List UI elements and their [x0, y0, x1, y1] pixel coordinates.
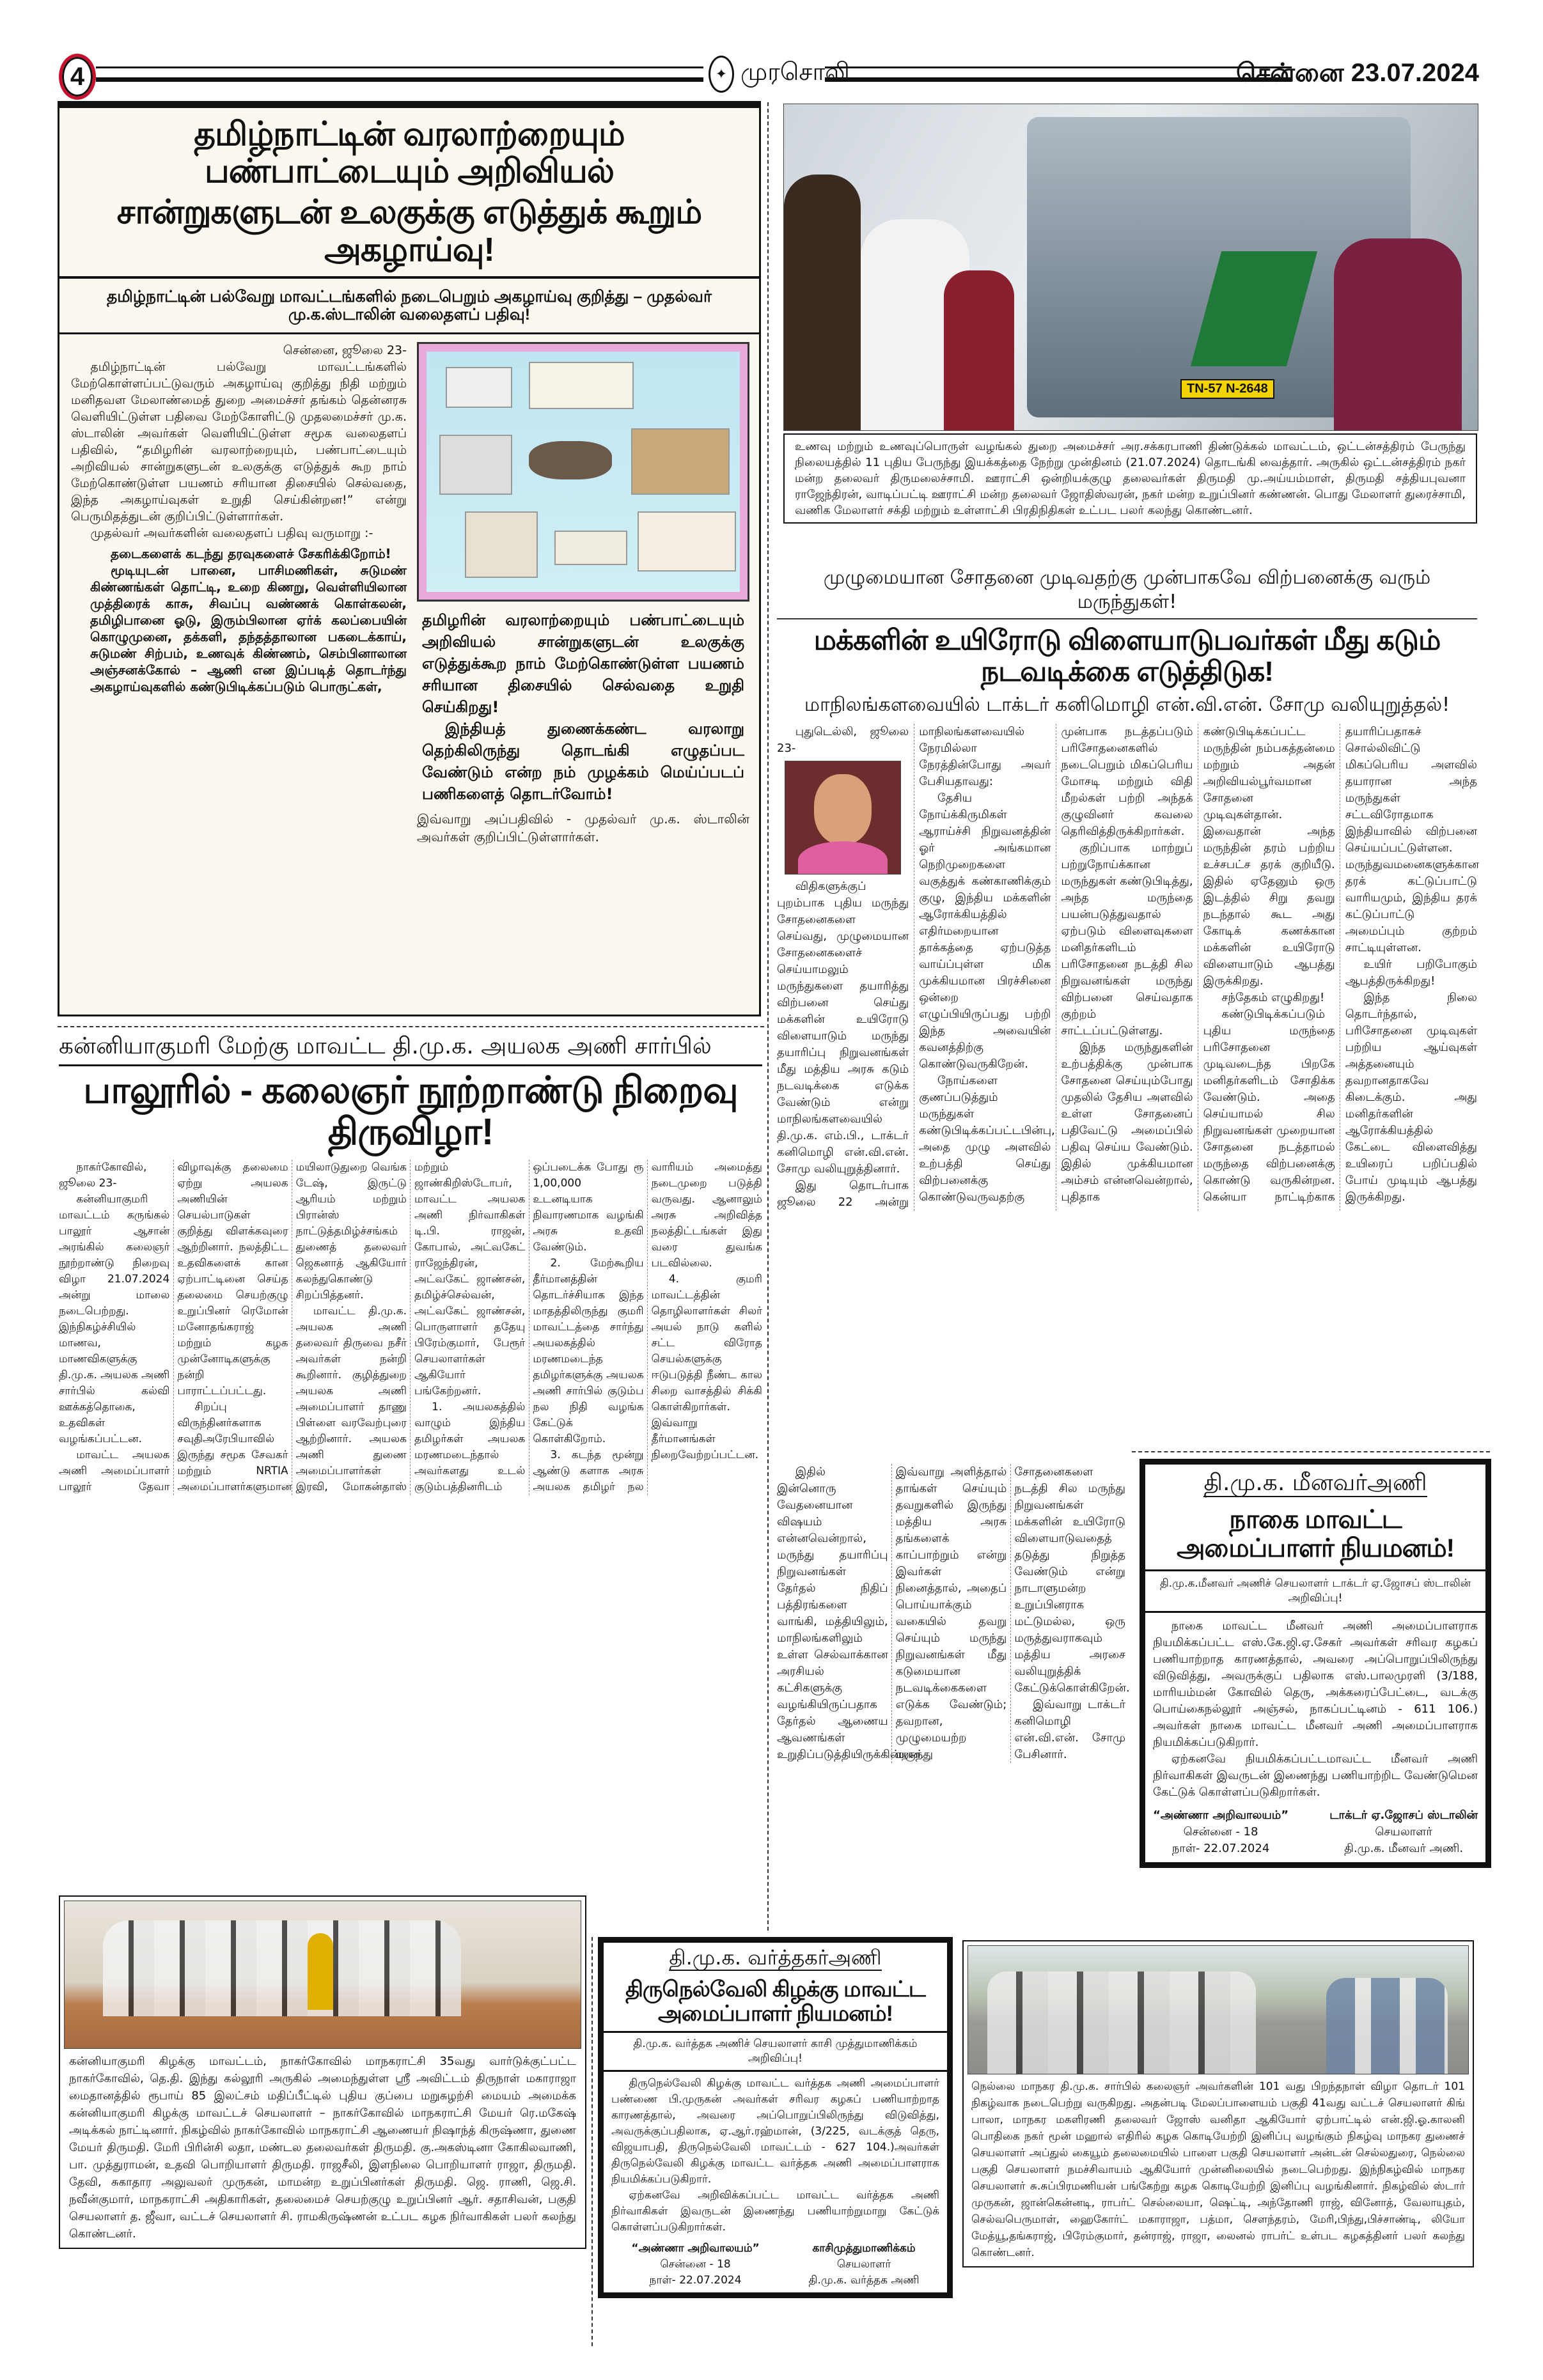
column-divider	[767, 102, 769, 1931]
drugs-kicker: முழுமையான சோதனை முடிவதற்கு முன்பாகவே விற்பனைக்கு வரும் மருந்துகள்!	[777, 566, 1477, 619]
paragraph: தமிழ்நாட்டின் பல்வேறு மாவட்டங்களில் மேற்கொள்ளப்பட்டுவரும் அகழாய்வு குறித்து நிதி மற்றும் மனிதவள மேலாண்மைத் துறை அமைச்சர் தங்கம் தென்னரசு வெளியிட்டுள்ள பதிவை மேற்கோளிட்டு முதலமைச்சர் மு.க. ஸ்டாலின் அவர்கள் வெளியிட்டுள்ள சமூக வலைதளப் பதிவில், “தமிழரின் வரலாற்றையும், பண்பாட்டையும் அறிவியல் சான்றுகளுடன் உலகுக்கு எடுத்துக் கூற நாம் மேற்கொண்டுள்ள பயணம் சரியான திசையில் செல்வதை, இந்த அகழாய்வுகள் உறுதி செய்கின்றன!” என்று பெருமிதத்துடன் குறிப்பிட்டுள்ளார்கள்.	[71, 359, 407, 524]
kanyakumari-photo-caption: கன்னியாகுமரி கிழக்கு மாவட்டம், நாகர்கோவில் மாநகராட்சி 35வது வார்டுக்குட்பட்ட நாகர்கோவில், தெ.தி. இந்து கல்லூரி அருகில் அமைந்துள்ள ஸ்ரீ அவிட்டம் திருநாள் மகாராஜா மைதானத்தில் ரூபாய் 85 இலட்சம் மதிப்பீட்டில் புதிய குப்பை மறுசுழற்சி மையம் அமைக்க கன்னியாகுமரி கிழக்கு மாவட்டச் செயலாளர் – நாகர்கோவில் மாநகராட்சி மேயர் ரெ.மகேஷ் அடிக்கல் நாட்டினார். நிகழ்வில் நாகர்கோவில் மாநகராட்சி ஆணையர் நிஷாந்த் கிருஷ்ணா, துணை மேயர் திருமதி. மேரி பிரின்சி லதா, மண்டல தலைவர்கள் திருமதி. கு.அகஸ்டினா கோகிலவாணி, பா. முத்துராமன், உதவி பொறியாளர் திருமதி. ராஜசீலி, இளநிலை பொறியாளர் ராஜா, திருமதி. தேவி, சுகாதார அலுவலர் முருகன், மாமன்ற உறுப்பினர்கள் திருமதி. ஜெ. ராணி, ஜெ.சி. நவீன்குமார், மாநகராட்சி அதிகாரிகள், தலைமைச் செயற்குழு உறுப்பினர் ஆர். சதாசிவன், பகுதி செயலாளர் த. ஜீவா, வட்டச் செயலாளர் சி. ராமகிருஷ்ணன் உட்பட கழக நிர்வாகிகள் பலர் கலந்து கொண்டனர்.	[69, 2055, 576, 2241]
artifact-beads-image	[529, 362, 634, 409]
fishermen-wing-notice	[1140, 1459, 1491, 1868]
issue-date: சென்னை 23.07.2024	[1235, 59, 1479, 87]
page-number-text: 4	[70, 62, 85, 91]
notice-signature	[604, 2239, 947, 2292]
closing-text: இவ்வாறு அப்பதிவில் - முதல்வர் மு.க. ஸ்டாலின் அவர்கள் குறிப்பிட்டுள்ளார்கள்.	[417, 811, 749, 844]
headline-line-2: சான்றுகளுடன் உலகுக்கு எடுத்துக் கூறும் அகழாய்வு!	[116, 194, 702, 268]
sign-org: தி.மு.க. மீனவர் அணி.	[1344, 1841, 1464, 1855]
header-rule-left	[96, 66, 703, 82]
paragraph: 4. குமரி மாவட்டத்தின் தொழிலாளர்கள் சிலர் அயல் நாடு களில் சட்ட விரோத செயல்களுக்கு ஈடுபடுத்தி நீண்ட கால சிறை வாசத்தில் சிக்கி கொள்கிறார்கள். இவ்வாறு தீர்மானங்கள் நிறைவேற்றப்பட்டன.	[651, 1272, 762, 1461]
headline-line-1: தமிழ்நாட்டின் வரலாற்றையும் பண்பாட்டையும் அறிவியல்	[194, 116, 625, 191]
notice-body	[604, 2072, 947, 2239]
kanyakumari-article	[59, 1032, 762, 1495]
paragraph: இந்த மருந்துகளின் உற்பத்திக்கு முன்பாக சோதனை செய்யும்போது முதலில் தேசிய அளவில் உள்ள சோதனைப் பதிவேட்டு அமைப்பில் பதிவு செய்ய வேண்டும். இதில் முக்கியமான அம்சம் என்னவென்றால், புதிதாக கண்டுபிடிக்கப்பட்ட மருந்தின் நம்பகத்தன்மை மற்றும் அதன் அறிவியல்பூர்வமான சோதனை முடிவுகள்தான். இவைதான் அந்த மருந்தின் தரம் பற்றிய உச்சபட்ச தரக் குறியீடு. இதில் ஏதேனும் ஒரு இடத்தில் சிறு தவறு நடந்தால் கூட அது கோடிக் கணக்கான மக்களின் உயிரோடு விளையாடும் ஆபத்து இருக்கிறது.	[1061, 724, 1335, 1204]
paragraph: விதிகளுக்குப் புறம்பாக புதிய மருந்து சோதனைகளை செய்வது, முழுமையான சோதனைகளைச் செய்யாமலும் மருந்துகளை தயாரித்து விற்பனை செய்து மக்களின் உயிரோடு விளையாடும் மருந்து தயாரிப்பு நிறுவனங்கள் மீது மத்திய அரசு கடும் நடவடிக்கை எடுக்க வேண்டும் என்று மாநிலங்களவையில் தி.மு.க. எம்.பி., டாக்டர் கனிமொழி என்.வி.என். சோமு வலியுறுத்தினார்.	[777, 879, 909, 1176]
kanyakumari-headline: பாலூரில் - கலைஞர் நூற்றாண்டு நிறைவு திருவிழா!	[83, 1069, 738, 1153]
nellai-photo-block	[962, 1940, 1474, 2267]
artifact-coins-image	[554, 531, 627, 565]
subheadline: தமிழ்நாட்டின் பல்வேறு மாவட்டங்களில் நடைபெறும் அகழாய்வு குறித்து – முதல்வர் மு.க.ஸ்டாலின் வலைதளப் பதிவு!	[106, 287, 712, 323]
bus-photo-caption: உணவு மற்றும் உணவுப்பொருள் வழங்கல் துறை அமைச்சர் அர.சக்கரபாணி திண்டுக்கல் மாவட்டம், ஒட்டன்சத்திரம் பேருந்து நிலையத்தில் 11 புதிய பேருந்து இயக்கத்தை நேற்று முன்தினம் (21.07.2024) தொடங்கி வைத்தார். அருகில் ஒட்டன்சத்திரம் நகர் மன்ற தலைவர் திருமலைச்சாமி. ஊராட்சி ஒன்றியக்குழு தலைவர்கள் திருமதி மு.அய்யம்மாள், திருமதி சத்தியபுவனா ராஜேந்திரன், வாடிப்பட்டி ஊராட்சி மன்ற தலைவர் ஜோதிஸ்வரன், நகர் மன்ற உறுப்பினர் கண்ணன். பொது மேலாளர் துரைச்சாமி, வணிக மேலாளர் சக்தி மற்றும் உள்ளாட்சி பிரதிநிதிகள் உட்பட பலர் கலந்து கொண்டனர்.	[783, 433, 1477, 524]
paragraph: இவ்வாறு டாக்டர் கனிமொழி என்.வி.என். சோமு பேசினார்.	[1014, 1698, 1125, 1761]
artifact-stone-image	[529, 441, 612, 479]
foundation-stone-photo	[64, 1901, 581, 2049]
sign-name: காசிமுத்துமாணிக்கம்	[812, 2242, 916, 2255]
drugs-subhead: மாநிலங்களவையில் டாக்டர் கனிமொழி என்.வி.என். சோமு வலியுறுத்தல்!	[804, 693, 1450, 716]
nellai-photo-caption: நெல்லை மாநகர தி.மு.க. சார்பில் கலைஞர் அவர்களின் 101 வது பிறந்தநாள் விழா தொடர் 101 நிகழ்வாக நடைபெற்று வருகிறது. அதன்படி மேலப்பாளையம் பகுதி 41வது வட்டச் செயலாளர் கிங் பாலா, மாநகர மகளிரணி தலைவர் ஜோஸ் வனிதா ஆகியோர் ஏற்பாட்டில் என்.ஜி.ஓ.காலனி பொதிகை நகர் மூன் மஹால் எதிரில் கழக கொடியேற்றி இனிப்பு வழங்கும் நிகழ்வு மாநகர துணைச் செயலாளர் அப்துல் கையூம் தலைமையில் பாளை பகுதி செயலாளர் அன்டன் செல்லதுரை, நெல்லை பகுதி செயலாளர் நமச்சிவாயம் ஆகியோர் முன்னிலையில் நடைபெற்றது. இந்நிகழ்வில் மாநகர செயலாளர் சு.சுப்பிரமணியன் பங்கேற்று கழக கொடியேற்றி இனிப்பு வழங்கினார். நிகழ்வில் ஸ்டார் முருகன், ஜான்கென்னடி, ராபர்ட் செல்லையா, ஷெட்டி, அந்தோணி ராஜ், வினோத், வேலாயுதம், செல்வபெருமாள், ஹைகோர்ட் மகாராஜா, பத்மா, சௌந்தரம், மேரி,பிந்து,பிச்சாண்டி, லியோ மேத்யூ,தங்கராஜ், பிரேம்குமார், தன்ராஜ், ராஜா, லைனல் ராபர்ட் உள்பட கழகத்தினர் பலர் கலந்து கொண்டனர்.	[971, 2080, 1465, 2259]
drugs-headline: மக்களின் உயிரோடு விளையாடுபவர்கள் மீது கடும் நடவடிக்கை எடுத்திடுக!	[813, 625, 1441, 688]
paragraph: கன்னியாகுமரி மாவட்டம் கருங்கல் பாலூர் ஆசான் அரங்கில் கலைஞர் நூற்றாண்டு நிறைவு விழா 21.07.2024 அன்று மாலை நடைபெற்றது. இந்நிகழ்ச்சியில் மாணவ, மாணவிகளுக்கு தி.மு.க. அயலக அணி சார்பில் கல்வி ஊக்கத்தொகை, உதவிகள் வழங்கப்பட்டன.	[59, 1192, 170, 1445]
paragraph: முதல்வர் அவர்களின் வலைதளப் பதிவு வருமாறு :-	[90, 525, 373, 540]
sign-title: செயலாளர்	[1375, 1824, 1432, 1839]
paragraph: மாவட்ட தி.மு.க. அயலக அணி தலைவர் திருவை நசீர் அவர்கள் நன்றி கூறினார். குழித்துறை அயலக அணி அமைப்பாளர் தாணு பிள்ளை வரவேற்புரை ஆற்றினார். அயலக அணி துணை அமைப்பாளர்கள் இரவி, மோகன்தாஸ் மற்றும் ஜாண்கிறிஸ்டோபர், மாவட்ட அயலக அணி நிர்வாகிகள் டி.பி. ராஜன், கோபால், அட்வகேட் ராஜேந்திரன், அட்வகேட் ஜாண்சன், தமிழ்ச்செல்வன், அட்வகேட் ஜாண்சன், பொருளாளர் ததேயு பிரேம்குமார், பேரூர் செயலாளர்கள் ஆகியோர் பங்கேற்றனர்.	[295, 1160, 526, 1493]
paragraph: நாகை மாவட்ட மீனவர் அணி அமைப்பாளராக நியமிக்கப்பட்ட எஸ்.கே.ஜி.ஏ.சேகர் அவர்கள் சரிவர கழகப் பணியாற்றாத காரணத்தால், அவரை அப்பொறுப்பிலிருந்து விடுவித்து, அவருக்குப் பதிலாக எஸ்.பாலமுரளி (3/188, மாரியம்மன் கோவில் தெரு, அக்கரைப்பேட்டை, வடக்கு பொய்கைநல்லூர் அஞ்சல், நாகப்பட்டினம் - 611 106.) அவர்கள் நாகை மாவட்ட மீனவர் அணி அமைப்பாளராக நியமிக்கப்படுகிறார்.	[1153, 1619, 1478, 1749]
sign-place: “அண்ணா அறிவாலயம்”	[631, 2242, 760, 2255]
notice-subhead: தி.மு.க.மீனவர் அணிச் செயலாளர் டாக்டர் ஏ.ஜோசப் ஸ்டாலின் அறிவிப்பு!	[1145, 1571, 1485, 1613]
kanyakumari-kicker: கன்னியாகுமரி மேற்கு மாவட்ட தி.மு.க. அயலக அணி சார்பில்	[59, 1032, 762, 1066]
paragraph: சந்தேகம் எழுகிறது!	[1221, 990, 1325, 1004]
page-number	[59, 54, 96, 100]
header-rule-right	[825, 66, 1292, 82]
section-divider	[58, 1026, 764, 1027]
box-border-dash	[591, 1937, 593, 2346]
excavation-side	[417, 342, 749, 846]
drugs-body	[777, 724, 1477, 1211]
flag-hoisting-photo	[967, 1945, 1469, 2074]
paragraph: 2. மேற்கூறிய தீர்மானத்தின் தொடர்ச்சியாக இந்த மாதத்திலிருந்து குமரி மாவட்டத்தை சார்ந்து அயலகத்தில் மரணமடைந்த தமிழர்களுக்கு அயலக அணி சார்பில் குடும்ப நல நிதி வழங்க கேட்டுக் கொள்கிறோம்.	[533, 1256, 644, 1445]
paragraph: உயிர் பறிபோகும் ஆபத்திருக்கிறது!	[1345, 957, 1477, 988]
excavation-body	[71, 342, 407, 846]
paper-name: முரசொலி	[740, 59, 850, 86]
traders-wing-notice	[598, 1937, 953, 2298]
paragraph: மூடியுடன் பானை, பாசிமணிகள், சுடுமண் கிண்ணங்கள் தொட்டி, உறை கிணறு, வெள்ளியிலான முத்திரைக் காசு, சிவப்பு வண்ணக் கொள்கலன், தமிழிபானை ஓடு, இரும்பிலான ஏர்க் கலப்பையின் கொழுமுனை, தக்களி, தந்தத்தாலான பகடைக்காய், சுடுமண் சிற்பம், உணவுக் கிண்ணம், செம்பினாலான அஞ்சனக்கோல் – ஆணி என இப்படித் தொடர்ந்து அகழாய்வுகளில் கண்டுபிடிக்கப்படும் பொருட்கள்,	[90, 562, 407, 694]
mp-portrait-photo	[785, 761, 901, 875]
bus-launch-photo	[783, 104, 1478, 431]
paragraph: 1. அயலகத்தில் வாழும் இந்திய தமிழர்கள் அயலக மரணமடைந்தால் அவர்களது உடல் குடும்பத்தினரிடம் ஒப்படைக்க போது ரூ 1,00,000 உடனடியாக நிவாரணமாக வழங்கி அரசு உதவி வேண்டும்.	[414, 1160, 644, 1493]
paragraph: ஏற்கனவே நியமிக்கப்பட்டமாவட்ட மீனவர் அணி நிர்வாகிகள் இவருடன் இணைந்து பணியாற்றிட வேண்டுமென கேட்டுக் கொள்ளப்படுகிறார்கள்.	[1153, 1752, 1478, 1799]
drugs-body-continued	[777, 1464, 1130, 1763]
dateline: சென்னை, ஜூலை 23-	[283, 343, 407, 357]
paragraph: கண்டுபிடிக்கப்படும் புதிய மருந்தை பரிசோதனை முடிவடைந்த பிறகே மனிதர்களிடம் சோதிக்க வேண்டும். அதை செய்யாமல் சில நிறுவனங்கள் முறையான சோதனை நடத்தாமல் மருந்தை விற்பனைக்கு கொண்டு வருகின்றன. கென்யா நாட்டிற்காக தயாரிப்பதாகச் சொல்லிவிட்டு மிகப்பெரிய அளவில் தயாரான அந்த மருந்துகள் சட்டவிரோதமாக இந்தியாவில் விற்பனை செய்யப்பட்டுள்ளன. மருந்துவமனைகளுக்கான தரக் கட்டுப்பாட்டு வாரியமும், இந்திய தரக் கட்டுப்பாட்டு அமைப்பும் குற்றம் சாட்டியுள்ளன.	[1203, 724, 1479, 1204]
paragraph: சிறப்பு விருந்தினர்களாக சவுதிஅரேபியாவில் இருந்து சமூக சேவகர் மற்றும் NRTIA அமைப்பாளர்களுமான மயிலாடுதுறை வெங்க டேஷ், இருட்டு ஆரியம் மற்றும் பிரான்ஸ் நாட்டுத்தமிழ்ச்சங்கம் துணைத் தலைவர் ஜெகனாத் ஆகியோர் கலந்துகொண்டு சிறப்பித்தனர்.	[177, 1160, 407, 1493]
notice-wing-title: தி.மு.க. வர்த்தகர்அணி	[669, 1945, 882, 1970]
bus-number-plate: TN-57 N-2648	[1180, 379, 1274, 399]
notice-subhead: தி.மு.க. வர்த்தக அணிச் செயலாளர் காசி முத்துமாணிக்கம் அறிவிப்பு!	[604, 2033, 947, 2072]
artifacts-photo-panel	[417, 342, 749, 602]
sign-place: “அண்ணா அறிவாலயம்”	[1153, 1808, 1289, 1822]
paragraph: ஏற்கனவே அறிவிக்கப்பட்ட மாவட்ட வர்த்தக அணி நிர்வாகிகள் இவருடன் இணைந்து பணியாற்றுமாறு கேட்டுக் கொள்ளப்படுகிறார்கள்.	[611, 2189, 939, 2234]
sign-city: சென்னை - 18	[660, 2258, 731, 2271]
sign-name: டாக்டர் ஏ.ஜோசப் ஸ்டாலின்	[1329, 1808, 1478, 1822]
kanyakumari-body	[59, 1160, 762, 1495]
sign-org: தி.மு.க. வர்த்தக அணி	[808, 2274, 920, 2287]
dateline: புதுடெல்லி, ஜூலை 23-	[777, 724, 909, 755]
excavation-content	[59, 334, 759, 846]
panel-quote-1: தமிழரின் வரலாற்றையும் பண்பாட்டையும் அறிவியல் சான்றுகளுடன் உலகுக்கு எடுத்துக்கூற நாம் மேற்கொண்டுள்ள பயணம் சரியான திசையில் செல்வதை உறுதி செய்கிறது!	[422, 611, 744, 716]
notice-wing-title: தி.மு.க. மீனவர்அணி	[1203, 1470, 1427, 1496]
notice-headline: நாகை மாவட்ட அமைப்பாளர் நியமனம்!	[1145, 1499, 1485, 1571]
artifact-shard-image	[446, 367, 512, 408]
excavation-article	[58, 101, 761, 1016]
sign-title: செயலாளர்	[836, 2258, 891, 2271]
paragraph: 3. கடந்த மூன்று ஆண்டு களாக அரசு அயலக தமிழர் நல வாரியம் அமைத்து நடைமுறை படுத்தி வருவது. ஆனாலும் அரசு அறிவித்த நலத்திட்டங்கள் இது வரை துவங்க படவில்லை.	[533, 1160, 762, 1493]
kanyakumari-photo-block	[59, 1895, 586, 2249]
paragraph: திருநெல்வேலி கிழக்கு மாவட்ட வர்த்தக அணி அமைப்பாளர் பண்ணை பி.முருகன் அவர்கள் சரிவர கழகப் பணியாற்றாத காரணத்தால், அவரை அப்பொறுப்பிலிருந்து விடுவித்து, அவருக்குப்பதிலாக, ஏ.ஆர்.ரஹ்மான், (3/225, வடக்குத் தெரு, விஜயாபதி, திருநெல்வேலி மாவட்டம் - 627 104.)அவர்கள் திருநெல்வேலி கிழக்கு மாவட்ட வர்த்தக அணி அமைப்பாளராக நியமிக்கப்படுகிறார்.	[611, 2077, 939, 2186]
paragraph: இது தொடர்பாக ஜூலை 22 அன்று மாநிலங்களவையில் நேரமில்லா நேரத்தின்போது அவர் பேசியதாவது:	[777, 724, 1051, 1209]
panel-quote-2: இந்தியத் துணைக்கண்ட வரலாறு தெற்கிலிருந்து தொடங்கி எழுதப்பட வேண்டும் என்ற நம் முழக்கம் மெய்ப்படப் பணிகளைத் தொடர்வோம்!	[422, 719, 744, 803]
sign-city: சென்னை - 18	[1183, 1824, 1258, 1839]
box-divider	[1132, 1451, 1490, 1452]
artifact-site-image	[631, 428, 730, 495]
dateline: நாகர்கோவில், ஜூலை 23-	[59, 1160, 147, 1190]
paragraph: இந்த நிலை தொடர்ந்தால், பரிசோதனை முடிவுகள் பற்றிய ஆய்வுகள் அத்தனையும் தவறானதாகவே கிடைக்கும். அது மனிதர்களின் ஆரோக்கியத்தில் கேட்டை விளைவித்து உயிரைப் பறிப்பதில் போய் முடியும் ஆபத்து இருக்கிறது.	[1345, 990, 1477, 1204]
panel-quote	[417, 609, 749, 805]
notice-signature	[1145, 1806, 1485, 1862]
sign-date: நாள்- 22.07.2024	[1171, 1841, 1270, 1855]
notice-headline: திருநெல்வேலி கிழக்கு மாவட்ட அமைப்பாளர் நியமனம்!	[604, 1972, 947, 2033]
paragraph: தேசிய நோய்க்கிருமிகள் ஆராய்ச்சி நிறுவனத்தின் ஓர் அங்கமான நெறிமுறைகளை வகுத்துக் கண்காணிக்கும் குழு, இந்திய மக்களின் ஆரோக்கியத்தில் எதிர்மறையான தாக்கத்தை ஏற்படுத்த வாய்ப்புள்ள மிக முக்கியமான பிரச்சினை ஒன்றை எழுப்பியிருப்பது பற்றி இந்த அவையின் கவனத்திற்கு கொண்டுவருகிறேன்.	[919, 791, 1051, 1071]
paragraph: தடைகளைக் கடந்து தரவுகளைச் சேகரிக்கிறோம்!	[111, 545, 391, 561]
murasoli-emblem-icon: ✦	[709, 56, 734, 93]
paragraph: நோய்களை குணப்படுத்தும் மருந்துகள் கண்டுபிடிக்கப்பட்டபின்பு, அதை முழு அளவில் உற்பத்தி செய்து விற்பனைக்கு கொண்டுவருவதற்கு முன்பாக நடத்தப்படும் பரிசோதனைகளில் நடைபெறும் மிகப்பெரிய மோசடி மற்றும் விதி மீறல்கள் பற்றி அந்தக் குழுவினர் கவலை தெரிவித்திருக்கிறார்கள்.	[919, 724, 1193, 1204]
artifact-tool-image	[439, 435, 512, 495]
paragraph: மாவட்ட அயலக அணி அமைப்பாளர் பாலூர் தேவா விழாவுக்கு தலைமை ஏற்று அயலக அணியின் செயல்பாடுகள் குறித்து விளக்கவுரை ஆற்றினார். நலத்திட்ட உதவிகளைக் கான ஏற்பாட்டினை செய்த தலைமை செயற்குழு உறுப்பினர் ரெமோன் மனோதங்கராஜ் மற்றும் கழக முன்னோடிகளுக்கு நன்றி பாராட்டப்பட்டது.	[59, 1160, 288, 1493]
artifact-ivory-image	[638, 511, 736, 572]
paragraph: குறிப்பாக மாற்றுப் பற்றுநோய்க்கான மருந்துகள் கண்டுபிடித்து, அந்த மருந்தை பயன்படுத்துவதால் ஏற்படும் விளைவுகளை மனிதர்களிடம் பரிசோதனை நடத்தி சில நிறுவனங்கள் மருந்து விற்பனை செய்வதாக குற்றம் சாட்டப்பட்டுள்ளது.	[1061, 841, 1193, 1038]
sign-date: நாள்- 22.07.2024	[649, 2274, 742, 2287]
notice-body	[1145, 1613, 1485, 1806]
drugs-article	[777, 566, 1477, 1211]
artifact-sculpture-image	[465, 511, 538, 578]
paragraph: இதில் இன்னொரு வேதனையான விஷயம் என்னவென்றால், மருந்து தயாரிப்பு நிறுவனங்கள் தேர்தல் நிதிப் பத்திரங்களை வாங்கி, மத்தியிலும், மாநிலங்களிலும் உள்ள செல்வாக்கான அரசியல் கட்சிகளுக்கு வழங்கியிருப்பதாக தேர்தல் ஆணைய ஆவணங்கள் உறுதிப்படுத்தியிருக்கின்றன. இவ்வாறு அளித்தால் தாங்கள் செய்யும் தவறுகளில் இருந்து மத்திய அரசு தங்களைக் காப்பாற்றும் என்று இவர்கள் நினைத்தால், அதைப் பொய்யாக்கும் வகையில் தவறு செய்யும் மருந்து நிறுவனங்கள் மீது கடுமையான நடவடிக்கைகளை எடுக்க வேண்டும்; தவறான, முழுமையற்ற மருந்து சோதனைகளை நடத்தி சில மருந்து நிறுவனங்கள் மக்களின் உயிரோடு விளையாடுவதைத் தடுத்து நிறுத்த வேண்டும் என்று நாடாளுமன்ற உறுப்பினராக மட்டுமல்ல, ஒரு மருத்துவராகவும் மத்திய அரசை வலியுறுத்திக் கேட்டுக்கொள்கிறேன்.	[777, 1465, 1130, 1761]
